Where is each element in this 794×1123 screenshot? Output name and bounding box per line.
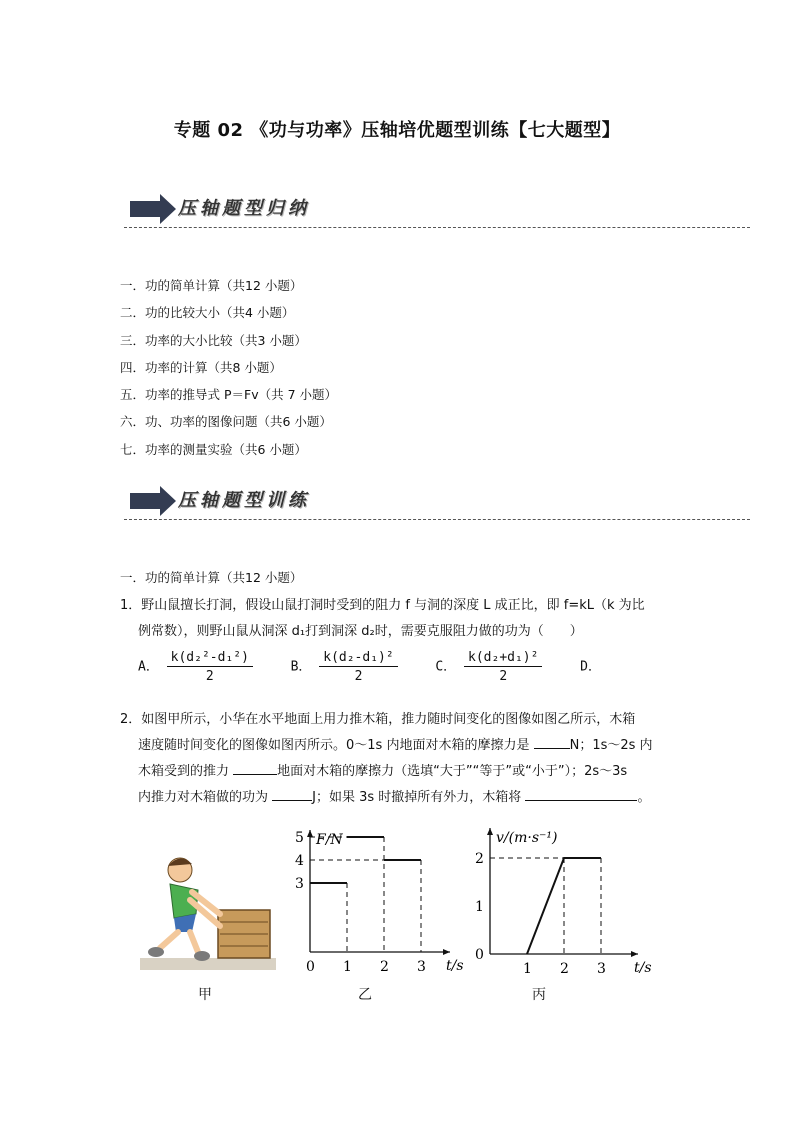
- answer-blank[interactable]: [233, 760, 277, 775]
- numerator: k(d₂²-d₁²): [167, 650, 253, 667]
- list-item: 二．功的比较大小（共4 小题）: [120, 305, 295, 321]
- option-b-fraction: [319, 650, 397, 684]
- figure-caption-jia: 甲: [198, 987, 212, 1003]
- x-tick-label: 1: [523, 961, 532, 977]
- text-fragment: 地面对木箱的摩擦力（选填“大于”“等于”或“小于”）；2s～3s: [277, 764, 628, 779]
- text-fragment: 木箱受到的推力: [138, 764, 230, 779]
- x-tick-label: 0: [306, 959, 315, 975]
- answer-blank[interactable]: [534, 734, 570, 749]
- banner-title: 压轴题型归纳: [178, 198, 310, 219]
- boy-pushing-box-illustration: [140, 848, 280, 972]
- y-tick-label: 5: [295, 830, 304, 846]
- arrow-icon: [130, 194, 176, 224]
- x-axis-label: t/s: [446, 958, 464, 974]
- divider: [124, 519, 750, 520]
- x-tick-label: 3: [417, 959, 426, 975]
- option-b-label: B．: [290, 659, 312, 675]
- option-d-label: D．: [580, 659, 601, 675]
- denominator: 2: [499, 669, 508, 684]
- question-1-line-1: 1．野山鼠擅长打洞，假设山鼠打洞时受到的阻力 f 与洞的深度 L 成正比，即 f=kL（k 为比: [120, 598, 645, 613]
- y-tick-label: 0: [475, 947, 484, 963]
- text-fragment: N；1s～2s 内: [569, 738, 653, 753]
- x-axis-label: t/s: [634, 960, 652, 976]
- y-tick-label: 2: [475, 851, 484, 867]
- text-fragment: 速度随时间变化的图像如图丙所示。0～1s 内地面对木箱的摩擦力是: [138, 738, 530, 753]
- divider: [124, 227, 750, 228]
- y-axis-arrow: [487, 828, 493, 835]
- question-2-line-2: [138, 733, 653, 759]
- section-banner-summary: [124, 192, 750, 228]
- list-item: 四．功率的计算（共8 小题）: [120, 359, 282, 375]
- x-axis-arrow: [443, 949, 450, 955]
- y-tick-label: 4: [295, 853, 304, 869]
- x-tick-label: 2: [560, 961, 569, 977]
- page-title: 专题 02 《功与功率》压轴培优题型训练【七大题型】: [173, 120, 621, 141]
- x-tick-label: 3: [597, 961, 606, 977]
- topic-list: [120, 278, 337, 469]
- x-tick-label: 1: [343, 959, 352, 975]
- text-fragment: 内推力对木箱做的功为: [138, 790, 269, 805]
- figure-caption-bing: 丙: [532, 987, 546, 1003]
- y-axis-label: F/N: [316, 832, 343, 848]
- y-axis-arrow: [307, 830, 313, 837]
- option-c-label: C．: [435, 659, 457, 675]
- option-a-fraction: [167, 650, 253, 684]
- denominator: 2: [354, 669, 363, 684]
- section-heading: 一．功的简单计算（共12 小题）: [120, 570, 303, 585]
- force-time-chart: [288, 826, 464, 981]
- velocity-time-chart: [468, 822, 652, 981]
- answer-blank[interactable]: [525, 786, 637, 801]
- numerator: k(d₂+d₁)²: [464, 650, 542, 667]
- y-tick-label: 3: [295, 876, 304, 892]
- question-2-line-3: [138, 759, 627, 785]
- text-fragment: 。: [637, 790, 651, 805]
- x-tick-label: 2: [380, 959, 389, 975]
- section-banner-training: [124, 484, 750, 520]
- y-axis-label: v/(m·s⁻¹): [496, 830, 558, 846]
- figure-caption-yi: 乙: [358, 987, 372, 1003]
- question-2-line-4: [138, 785, 650, 811]
- text-fragment: J；如果 3s 时撤掉所有外力，木箱将: [312, 790, 522, 805]
- y-tick-label: 1: [475, 899, 484, 915]
- option-c-fraction: [464, 650, 542, 684]
- answer-blank[interactable]: [272, 786, 312, 801]
- numerator: k(d₂-d₁)²: [319, 650, 397, 667]
- arrow-icon: [130, 486, 176, 516]
- list-item: 一．功的简单计算（共12 小题）: [120, 278, 303, 293]
- question-2-line-1: 2．如图甲所示，小华在水平地面上用力推木箱，推力随时间变化的图像如图乙所示，木箱: [120, 712, 636, 727]
- list-item: 七．功率的测量实验（共6 小题）: [120, 441, 307, 457]
- option-a-label: A．: [138, 659, 159, 675]
- list-item: 三．功率的大小比较（共3 小题）: [120, 332, 307, 348]
- question-1-line-2: 例常数），则野山鼠从洞深 d₁打到洞深 d₂时，需要克服阻力做的功为（ ）: [138, 624, 583, 639]
- list-item: 五．功率的推导式 P＝Fv（共 7 小题）: [120, 387, 337, 403]
- x-axis-arrow: [631, 951, 638, 957]
- banner-title: 压轴题型训练: [178, 490, 310, 511]
- list-item: 六．功、功率的图像问题（共6 小题）: [120, 414, 332, 430]
- denominator: 2: [205, 669, 214, 684]
- question-1-options: [138, 650, 601, 684]
